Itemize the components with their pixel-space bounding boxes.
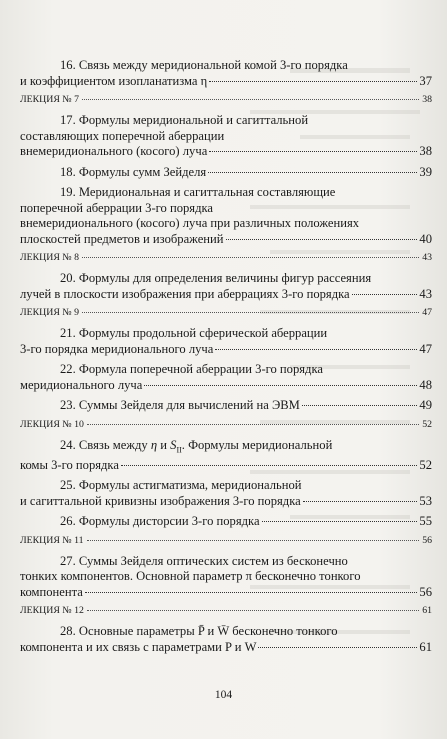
toc-entry-text: и сагиттальной кривизны изображения 3-го порядка	[20, 493, 301, 508]
dot-leader	[208, 172, 417, 173]
toc-entry	[20, 554, 432, 601]
toc-entry-line	[20, 342, 432, 358]
toc-entry-line	[20, 129, 432, 145]
table-of-contents	[20, 58, 432, 660]
toc-entry-text: 19. Меридиональная и сагиттальная составляющие	[60, 185, 336, 199]
toc-entry-line	[20, 74, 432, 90]
toc-entry-text: поперечной аберрации 3-го порядка	[20, 200, 214, 215]
toc-entry	[20, 326, 432, 357]
toc-entry	[20, 58, 432, 89]
toc-entry-text: 28. Основные параметры P̄ и W̄ бесконечно тонкого	[60, 624, 338, 639]
eta-symbol: η	[150, 437, 158, 452]
lecture-label: ЛЕКЦИЯ № 9	[20, 307, 79, 318]
lecture-label: ЛЕКЦИЯ № 7	[20, 94, 79, 105]
toc-entry-line	[20, 287, 432, 303]
toc-entry-text: 22. Формула поперечной аберрации 3-го порядка	[60, 362, 323, 376]
toc-entry-text: комы 3-го порядка	[20, 457, 119, 472]
toc-entry-line	[20, 201, 432, 217]
toc-entry	[20, 438, 432, 474]
toc-page-number: 52	[419, 457, 432, 472]
toc-entry-text: лучей в плоскости изображения при аберрациях 3-го порядка	[20, 286, 350, 301]
toc-entry-text: компонента	[20, 584, 83, 599]
toc-entry-text: 26. Формулы дисторсии 3-го порядка	[60, 514, 260, 529]
toc-entry-line	[20, 398, 432, 414]
toc-entry-text: 23. Суммы Зейделя для вычислений на ЭВМ	[60, 398, 300, 412]
lecture-heading	[20, 94, 432, 106]
toc-entry-text: 27. Суммы Зейделя оптических систем из бесконечно	[60, 553, 348, 568]
lecture-label: ЛЕКЦИЯ № 11	[20, 534, 84, 546]
dot-leader	[209, 151, 417, 152]
toc-entry-text: 25. Формулы астигматизма, меридиональной	[60, 478, 302, 493]
toc-entry-line	[20, 569, 432, 585]
dot-leader	[87, 540, 420, 541]
lecture-heading	[20, 252, 432, 264]
toc-entry-line	[20, 585, 432, 601]
toc-entry-text	[60, 438, 332, 458]
lecture-page-number: 47	[422, 307, 432, 318]
toc-page-number: 43	[419, 286, 432, 301]
toc-page-number: 37	[419, 73, 432, 88]
toc-page-number: 48	[419, 377, 432, 392]
toc-page-number: 55	[419, 514, 432, 529]
dot-leader	[82, 99, 419, 100]
toc-entry-line	[20, 554, 432, 570]
lecture-heading	[20, 307, 432, 319]
toc-entry-text: 21. Формулы продольной сферической аберрации	[60, 326, 328, 340]
toc-entry-line	[20, 378, 432, 394]
toc-page-number: 53	[419, 493, 432, 508]
toc-page-number: 39	[419, 164, 432, 179]
toc-entry	[20, 185, 432, 247]
toc-entry-text: компонента и их связь с параметрами P и W	[20, 639, 257, 654]
lecture-heading	[20, 419, 432, 431]
dot-leader	[121, 465, 417, 466]
lecture-page-number: 56	[422, 534, 432, 546]
page-number: 104	[214, 689, 233, 701]
toc-entry-line	[20, 113, 432, 129]
toc-page-number: 40	[419, 231, 432, 246]
lecture-page-number: 43	[422, 252, 432, 263]
dot-leader	[85, 592, 418, 593]
dot-leader	[303, 501, 418, 502]
dot-leader	[209, 81, 417, 82]
toc-entry-text: 18. Формулы сумм Зейделя	[60, 164, 207, 179]
dot-leader	[82, 257, 419, 258]
toc-entry-text: плоскостей предметов и изображений	[20, 231, 224, 246]
toc-entry	[20, 398, 432, 414]
lecture-heading	[20, 535, 432, 547]
toc-entry-text: тонких компонентов. Основной параметр π бесконечно тонкого	[20, 569, 361, 584]
toc-entry-line	[20, 185, 432, 201]
toc-entry-text: меридионального луча	[20, 377, 143, 392]
toc-entry-text: 16. Связь между меридиональной комой 3-го порядка	[60, 58, 348, 72]
toc-entry	[20, 271, 432, 302]
inline-text: . Формулы меридиональной	[181, 437, 333, 452]
toc-page-number: 61	[419, 639, 432, 654]
toc-entry-line	[20, 640, 432, 656]
toc-entry-line	[20, 478, 432, 494]
dot-leader	[352, 294, 418, 295]
toc-entry-line	[20, 624, 432, 640]
toc-entry-text: 3-го порядка меридионального луча	[20, 341, 214, 356]
lecture-label: ЛЕКЦИЯ № 12	[20, 605, 84, 617]
toc-entry-line	[20, 458, 432, 474]
toc-entry-line	[20, 165, 432, 181]
toc-entry-line	[20, 326, 432, 342]
lecture-label: ЛЕКЦИЯ № 8	[20, 252, 79, 263]
s-symbol: S	[170, 437, 177, 452]
toc-entry	[20, 165, 432, 181]
dot-leader	[226, 239, 418, 240]
toc-entry	[20, 624, 432, 655]
toc-entry-text: 20. Формулы для определения величины фигур рассеяния	[60, 271, 372, 285]
toc-entry	[20, 478, 432, 509]
toc-entry-text: внемеридионального (косого) луча при различных положениях	[20, 216, 360, 230]
toc-entry-text: 17. Формулы меридиональной и сагиттальной	[60, 113, 309, 127]
toc-page-number: 47	[419, 341, 432, 356]
dot-leader	[302, 405, 418, 406]
dot-leader	[87, 610, 419, 611]
toc-entry-line	[20, 438, 432, 458]
toc-entry-text: составляющих поперечной аберрации	[20, 128, 225, 143]
dot-leader	[215, 349, 417, 350]
dot-leader	[262, 521, 418, 522]
toc-page-number: 56	[419, 584, 432, 599]
lecture-page-number: 52	[422, 418, 432, 430]
inline-text: и	[157, 437, 171, 452]
lecture-page-number: 61	[422, 605, 432, 617]
dot-leader	[82, 312, 419, 313]
toc-entry-text: внемеридионального (косого) луча	[20, 144, 208, 158]
toc-entry-text: и коэффициентом изопланатизма η	[20, 73, 208, 88]
toc-entry-line	[20, 58, 432, 74]
toc-entry-line	[20, 144, 432, 160]
toc-page-number: 49	[419, 398, 432, 412]
toc-entry-line	[20, 271, 432, 287]
toc-entry-line	[20, 514, 432, 530]
toc-entry	[20, 514, 432, 530]
lecture-page-number: 38	[422, 94, 432, 105]
dot-leader	[144, 385, 417, 386]
toc-entry	[20, 113, 432, 160]
toc-entry	[20, 362, 432, 393]
toc-page-number: 38	[419, 144, 432, 158]
s-subscript: II	[176, 445, 182, 455]
toc-entry-line	[20, 494, 432, 510]
dot-leader	[258, 647, 417, 648]
inline-text: 24. Связь между	[60, 437, 151, 452]
dot-leader	[87, 424, 419, 425]
toc-entry-line	[20, 232, 432, 248]
toc-entry-line	[20, 362, 432, 378]
lecture-label: ЛЕКЦИЯ № 10	[20, 418, 84, 430]
lecture-heading	[20, 605, 432, 617]
toc-entry-line	[20, 216, 432, 232]
